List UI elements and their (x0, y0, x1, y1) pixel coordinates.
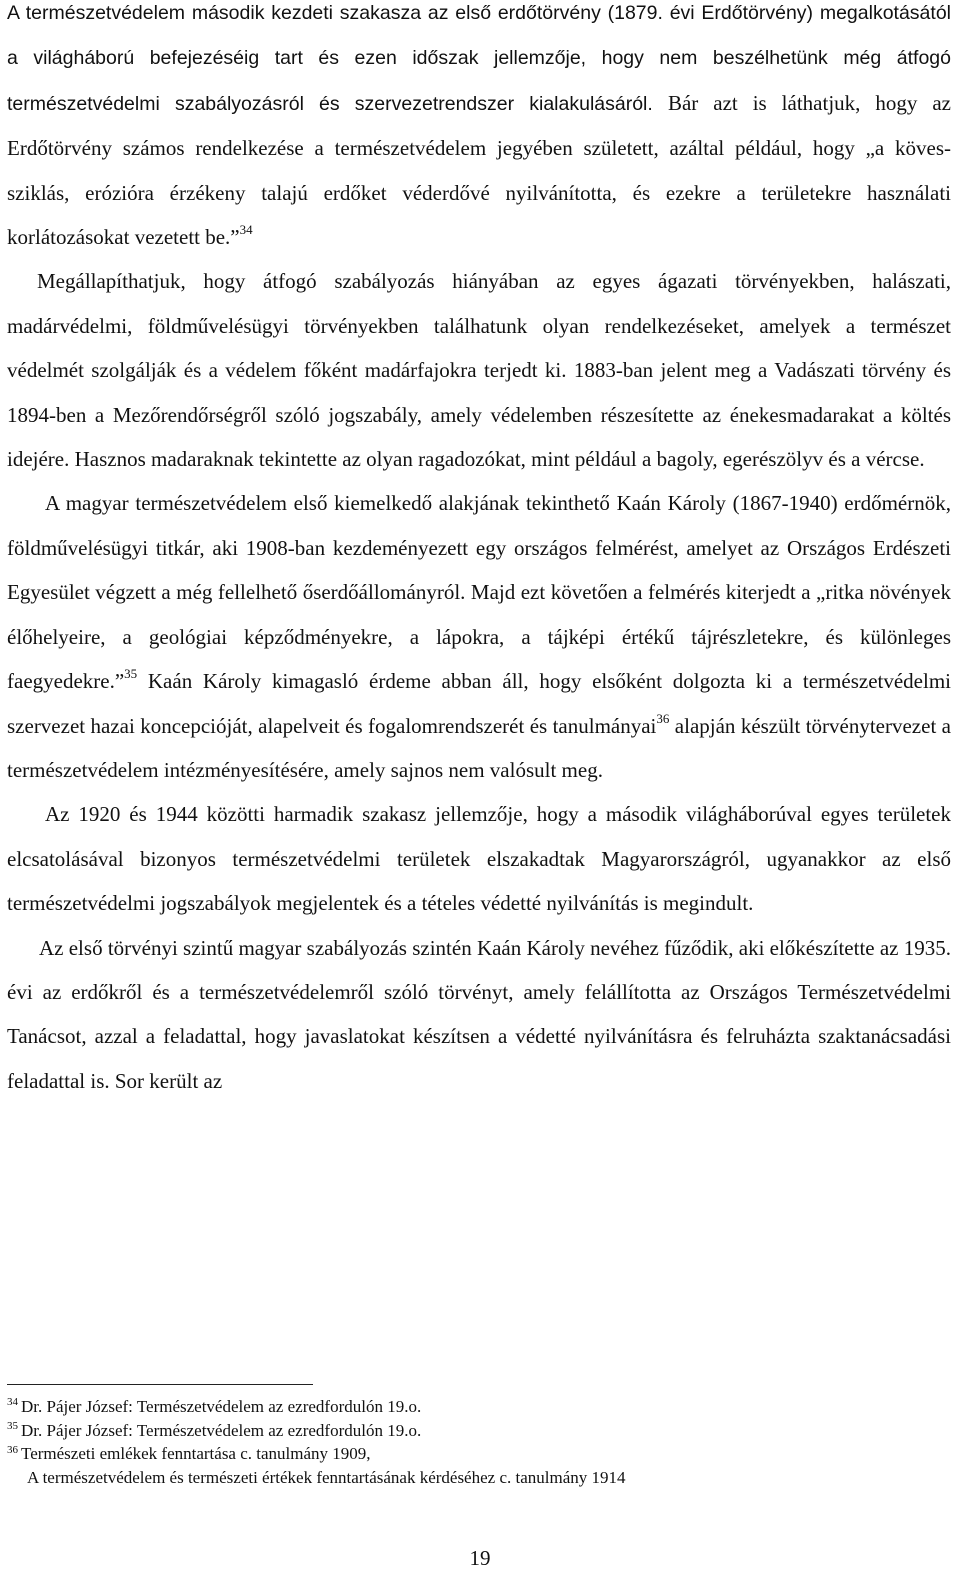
footnote-ref-36: 36 (656, 710, 670, 726)
footnote-35 (7, 1419, 951, 1443)
paragraph-5 (7, 926, 951, 1104)
footnote-text: Dr. Pájer József: Természetvédelem az ezredfordulón 19.o. (21, 1420, 422, 1440)
paragraph-4 (7, 792, 951, 925)
paragraph-1-run-1: A természetvédelem második kezdeti szakasza az első erdőtörvény (1879. évi Erdőtörvény) megalkotásától a világháború befejezéséig tart és ezen időszak jellemzője, hogy nem beszélhetünk még átfogó természetvédelmi szabályozásról és szervezetrendszer kialakulásáról. (7, 2, 951, 115)
body-text (7, 0, 951, 1103)
paragraph-2-text: Megállapíthatjuk, hogy átfogó szabályozás hiányában az egyes ágazati törvényekben, halászati, madárvédelmi, földművelésügyi törvényekben találhatunk olyan rendelkezéseket, amelyek a természet védelmét szolgálják és a védelem főként madárfajokra terjedt ki. 1883-ban jelent meg a Vadászati törvény és 1894-ben a Mezőrendőrségről szóló jogszabály, amely védelemben részesítette az énekesmadarakat a költés idejére. Hasznos madaraknak tekintette az olyan ragadozókat, mint például a bagoly, egerészölyv és a vércse. (7, 269, 951, 472)
footnote-number: 35 (7, 1419, 18, 1432)
paragraph-2 (7, 259, 951, 481)
footnote-text: Természeti emlékek fenntartása c. tanulmány 1909, (21, 1444, 371, 1464)
footnote-continuation: A természetvédelem és természeti értékek fenntartásának kérdéséhez c. tanulmány 1914 (27, 1467, 626, 1487)
paragraph-1 (7, 0, 951, 259)
footnote-text: Dr. Pájer József: Természetvédelem az ezredfordulón 19.o. (21, 1397, 422, 1416)
footnote-36 (7, 1442, 951, 1489)
paragraph-3 (7, 481, 951, 792)
paragraph-5-text: Az első törvényi szintű magyar szabályozás szintén Kaán Károly nevéhez fűződik, aki előkészítette az 1935. évi az erdőkről és a természetvédelemről szóló törvényt, amely felállította az Országos Természetvédelmi Tanácsot, azzal a feladattal, hogy javaslatokat készítsen a védetté nyilvánításra és felruházta szaktanácsadási feladattal is. Sor került az (7, 935, 951, 1093)
footnote-ref-34: 34 (239, 222, 253, 238)
paragraph-4-text: Az 1920 és 1944 közötti harmadik szakasz jellemzője, hogy a második világháborúval egyes területek elcsatolásával bizonyos természetvédelmi területek elszakadtak Magyarországról, ugyanakkor az első természetvédelmi jogszabályok megjelentek és a tételes védetté nyilvánítás is megindult. (7, 802, 951, 916)
paragraph-3-run-2: Kaán Károly kimagasló érdeme abban áll, hogy elsőként dolgozta ki a természetvédelmi szervezet hazai koncepcióját, alapelveit és fogalomrendszerét és tanulmányai (7, 669, 951, 738)
footnote-number: 34 (7, 1396, 18, 1409)
footnotes (7, 1395, 951, 1489)
paragraph-1-run-2: Bár azt is láthatjuk, hogy az Erdőtörvény számos rendelkezése a természetvédelem jegyében született, azáltal például, hogy „a köves-sziklás, erózióra érzékeny talajú erdőket véderdővé nyilvánította, és ezekre a területekre használati korlátozásokat vezetett be.” (7, 90, 951, 250)
footnote-number: 36 (7, 1443, 18, 1456)
paragraph-3-run-3: alapján készült törvénytervezet a természetvédelem intézményesítésére, amely sajnos nem valósult meg. (7, 713, 952, 782)
footnote-34 (7, 1395, 951, 1419)
page-number: 19 (469, 1546, 491, 1570)
footnote-ref-35: 35 (124, 666, 138, 682)
footnote-separator (7, 1384, 313, 1385)
paragraph-3-run-1: A magyar természetvédelem első kiemelkedő alakjának tekinthető Kaán Károly (1867-1940) erdőmérnök, földművelésügyi titkár, aki 1908-ban kezdeményezett egy országos felmérést, amelyet az Országos Erdészeti Egyesület végzett a még fellelhető őserdőállományról. Majd ezt követően a felmérés kiterjedt a „ritka növények élőhelyeire, a geológiai képződményekre, a lápokra, a tájképi értékű tájrészletekre, és különleges faegyedekre.” (7, 491, 951, 694)
